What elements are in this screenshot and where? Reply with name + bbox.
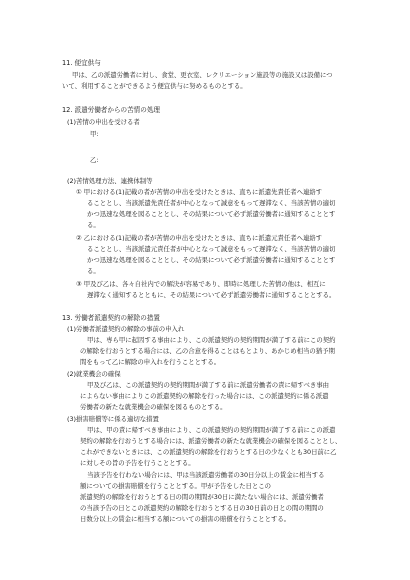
section-13-heading: 13. 労働者派遣契約の解除の措置	[62, 314, 160, 322]
section-12-2-item3-line: ③ 甲及び乙は、各々自社内での解決が容易であり、即時に処理した苦情の他は、相互に	[76, 280, 326, 288]
section-13-3-line: 額についての損害賠償を行うこととする。甲が予告をした日とこの	[80, 482, 271, 490]
section-12-2-item1-line: ① 甲における(1)記載の者が苦情の申出を受けたときは、直ちに派遣先責任者へ連絡す	[76, 188, 323, 196]
section-12-2-heading: (2)苦情処理方法、連携体制等	[67, 177, 153, 185]
section-13-3-line: に対しその旨の予告を行うこととする。	[80, 459, 195, 467]
section-13-1-line: 甲は、専ら甲に起因する事由により、この派遣契約の契約期間が満了する前にこの契約	[87, 336, 336, 344]
section-11-line: いて、利用することができるよう便宜供与に努めるものとする。	[62, 82, 247, 90]
section-13-1-heading: (1)労働者派遣契約の解除の事前の申入れ	[67, 325, 185, 333]
section-13-3-heading: (3)損害賠償等に係る適切な措置	[67, 415, 159, 423]
section-12-2-item1-line: かつ迅速な処理を図ることとし、その結果について必ず派遣労働者に通知することとす	[87, 210, 336, 218]
section-12-2-item1-line: ることとし、当該派遣先責任者が中心となって誠意をもって遅滞なく、当該苦情の適切	[87, 199, 336, 207]
section-13-2-line: 甲及び乙は、この派遣契約の契約期間が満了する前に派遣労働者の責に帰すべき事由	[87, 381, 329, 389]
section-13-1-line: 間をもって乙に解除の申入れを行うこととする。	[80, 358, 221, 366]
section-12-2-item2-line: ることとし、当該派遣元責任者が中心となって誠意をもって遅滞なく、当該苦情の適切	[87, 245, 336, 253]
section-12-heading: 12. 派遣労働者からの苦情の処理	[62, 106, 160, 114]
section-12-1-heading: (1)苦情の申出を受ける者	[67, 118, 140, 126]
section-13-2-line: によらない事由によりこの派遣契約の解除を行った場合には、この派遣契約に係る派遣	[80, 392, 329, 400]
section-12-2-item2-line: る。	[87, 267, 100, 275]
section-13-3-line: 契約の解除を行おうとする場合には、派遣労働者の新たな就業機会の確保を図ることとし、	[80, 437, 342, 445]
section-13-3-line: の当該予告の日とこの派遣契約の解除を行おうとする日の30日前の日との間の期間の	[80, 504, 324, 512]
section-12-2-item2-line: ② 乙における(1)記載の者が苦情の申出を受けたときは、直ちに派遣元責任者へ連絡す	[76, 234, 323, 242]
section-12-2-item2-line: かつ迅速な処理を図ることとし、その結果について必ず派遣労働者に通知することとす	[87, 256, 336, 264]
section-13-3-line: 当該予告を行わない場合には、甲は当該派遣労働者の30日分以上の賃金に相当する	[87, 471, 325, 479]
section-13-1-line: の解除を行おうとする場合には、乙の合意を得ることはもとより、あかじめ相当の猶予期	[80, 347, 335, 355]
complaint-receiver-ko: 甲:	[90, 130, 99, 138]
complaint-receiver-otsu: 乙:	[90, 156, 99, 164]
section-12-2-item3-line: 遅滞なく通知するとともに、その結果について必ず派遣労働者に通知することとする。	[87, 291, 336, 299]
section-11-line: 甲は、乙の派遣労働者に対し、食堂、更衣室、レクリエーション施設等の施設又は設備につ	[72, 71, 333, 79]
section-13-3-line: 派遣契約の解除を行おうとする日の間の期間が30日に満たない場合には、派遣労働者	[80, 493, 324, 501]
section-13-3-line: 日数分以上の賃金に相当する額についての損害の賠償を行うこととする。	[80, 515, 291, 523]
section-13-2-heading: (2)就業機会の確保	[67, 370, 121, 378]
section-11-heading: 11. 便宜供与	[62, 59, 101, 67]
section-13-3-line: これができないときには、この派遣契約の解除を行おうとする日の少なくとも30日前に乙	[80, 448, 337, 456]
section-13-2-line: 労働者の新たな就業機会の確保を図るものとする。	[80, 403, 227, 411]
section-12-2-item1-line: る。	[87, 221, 100, 229]
section-13-3-line: 甲は、甲の責に帰すべき事由により、この派遣契約の契約期間が満了する前にこの派遣	[87, 426, 336, 434]
